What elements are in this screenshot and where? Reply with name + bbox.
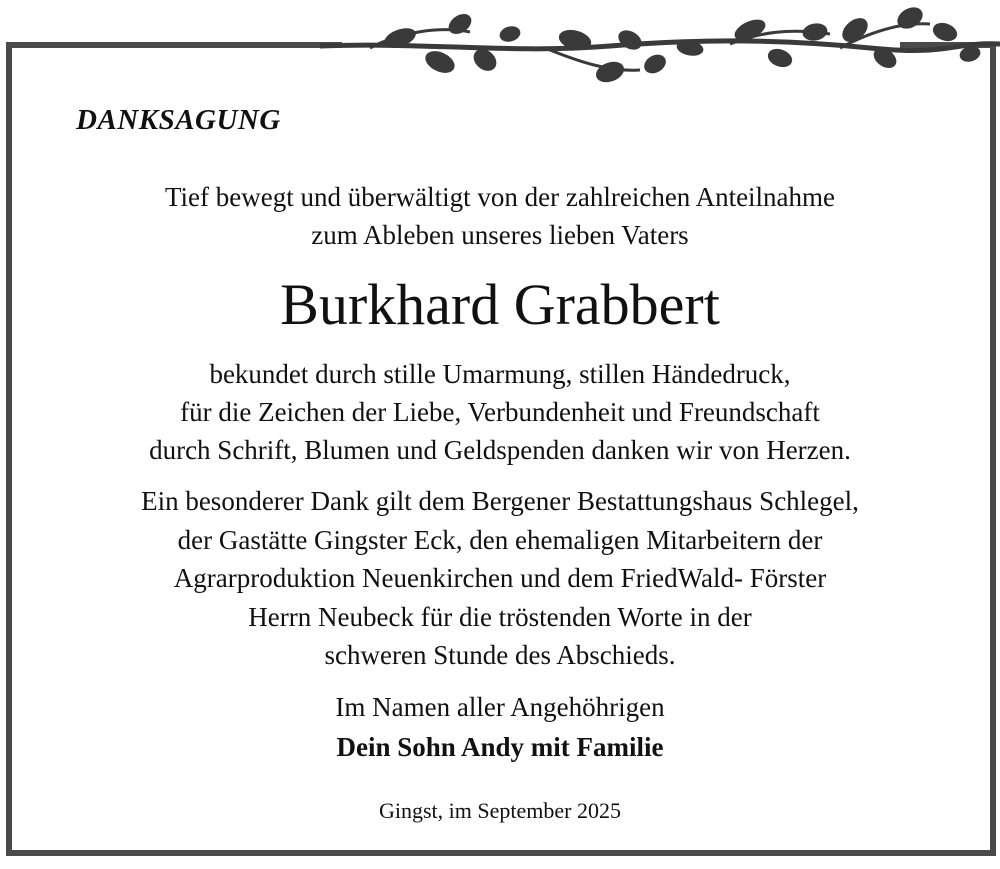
intro-line: Tief bewegt und überwältigt von der zahlreichen Anteilnahme xyxy=(164,182,836,212)
paragraph-line: Ein besonderer Dank gilt dem Bergener Bestattungshaus Schlegel, xyxy=(141,486,859,516)
notice-heading: DANKSAGUNG xyxy=(76,104,281,136)
special-thanks-paragraph xyxy=(0,482,1000,675)
signoff-text: Im Namen aller Angehöhrigen xyxy=(335,692,665,722)
border-top-left xyxy=(12,42,342,48)
thanks-paragraph xyxy=(0,355,1000,469)
paragraph-line: schweren Stunde des Abschieds. xyxy=(324,640,676,670)
intro-text xyxy=(0,178,1000,254)
paragraph-line: Herrn Neubeck für die tröstenden Worte in der xyxy=(248,601,752,632)
family-signature: Dein Sohn Andy mit Familie xyxy=(336,732,664,762)
intro-line: zum Ableben unseres lieben Vaters xyxy=(311,220,689,250)
paragraph-line: bekundet durch stille Umarmung, stillen Händedruck, xyxy=(209,359,791,389)
paragraph-line: durch Schrift, Blumen und Geldspenden danken wir von Herzen. xyxy=(149,435,851,465)
deceased-name: Burkhard Grabbert xyxy=(280,272,720,337)
paragraph-line: der Gastätte Gingster Eck, den ehemaligen Mitarbeitern der xyxy=(177,524,823,555)
paragraph-line: Agrarproduktion Neuenkirchen und dem FriedWald- Förster xyxy=(173,563,827,593)
leafy-branch-icon xyxy=(310,2,1000,94)
paragraph-line: für die Zeichen der Liebe, Verbundenheit und Freundschaft xyxy=(180,397,820,427)
place-date: Gingst, im September 2025 xyxy=(379,798,621,823)
